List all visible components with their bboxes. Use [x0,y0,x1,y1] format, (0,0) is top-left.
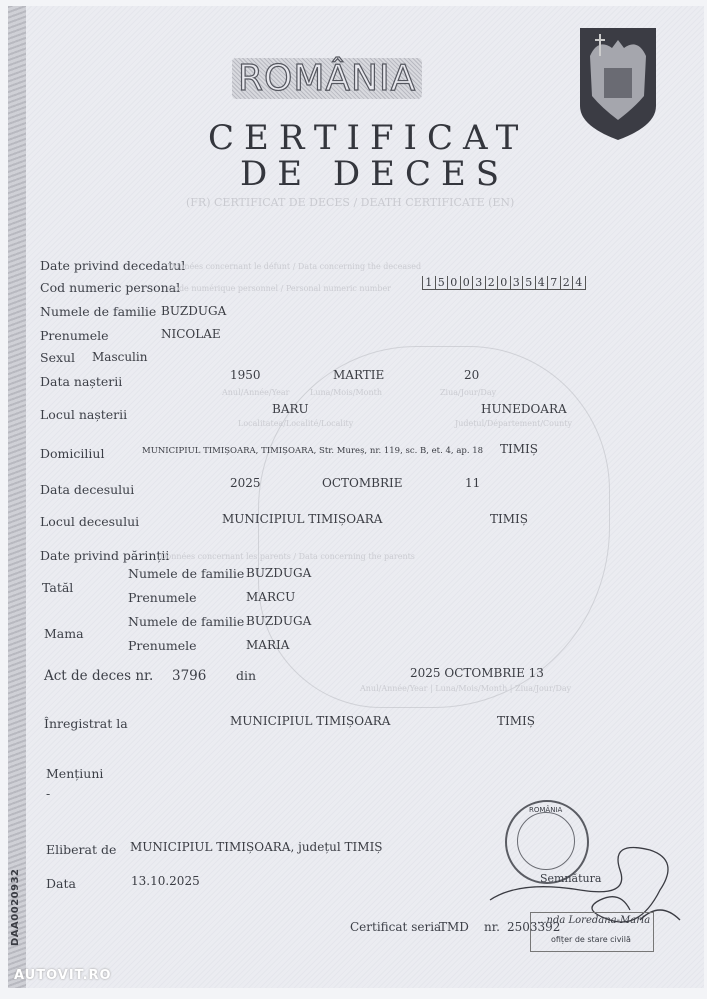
coat-of-arms-icon [578,26,658,142]
mother-surname: BUZDUGA [246,614,312,628]
birth-month: MARTIE [333,368,385,382]
father-firstname: MARCU [246,590,296,604]
mother-firstname: MARIA [246,638,290,652]
surname-label: Numele de familie [40,304,157,319]
site-watermark: AUTOVIT.RO [14,968,112,983]
firstname-value: NICOLAE [161,327,221,341]
birth-county: HUNEDOARA [481,402,567,416]
mother-firstname-label: Prenumele [128,638,197,653]
cnp-digit: 5 [436,276,449,289]
parents-section-label: Date privind părinții [40,548,170,563]
act-date-hint: Anul/Année/Year | Luna/Mois/Month | Ziua/Jour/Day [360,684,572,693]
locality-hint: Localitatea/Localité/Locality [238,419,354,428]
mentions-label: Mențiuni [46,766,104,781]
birth-date-label: Data nașterii [40,374,123,389]
domicile-label: Domiciliul [40,446,105,461]
act-date: 2025 OCTOMBRIE 13 [410,666,544,680]
surname-value: BUZDUGA [161,304,227,318]
domicile-county: TIMIȘ [500,442,538,456]
registered-county: TIMIȘ [497,714,535,728]
sex-value: Masculin [92,350,148,364]
issued-by-label: Eliberat de [46,842,117,857]
deceased-section-hint: Données concernant le défunt / Data concerning the deceased [168,262,422,271]
birth-locality: BARU [272,402,309,416]
country-heading: ROMÂNIA [232,58,422,99]
subtitle: (FR) CERTIFICAT DE DECES / DEATH CERTIFICATE (EN) [186,196,515,209]
cnp-digit: 2 [486,276,499,289]
security-edge-strip [8,6,26,988]
death-date-label: Data decesului [40,482,135,497]
father-firstname-label: Prenumele [128,590,197,605]
officer-name: ...nda Loredana-Maria [537,915,651,926]
father-label: Tatăl [42,580,74,595]
deceased-section-label: Date privind decedatul [40,258,186,273]
cnp-digit: 0 [498,276,511,289]
parents-section-hint: Données concernant les parents / Data concerning the parents [160,552,415,561]
death-month: OCTOMBRIE [322,476,403,490]
firstname-label: Prenumele [40,328,109,343]
document-serial: DAA0020932 [10,868,21,946]
birth-place-label: Locul nașterii [40,407,128,422]
act-number: 3796 [172,668,207,684]
cnp-digit: 5 [523,276,536,289]
officer-title: ofițer de stare civilă [551,935,631,944]
seal-top-text: ROMÂNIA [529,806,563,814]
death-county: TIMIȘ [490,512,528,526]
cnp-digit: 3 [473,276,486,289]
title-line-2: DE DECES [240,154,510,194]
cnp-digit: 3 [511,276,524,289]
cnp-digit: 2 [561,276,574,289]
mother-surname-label: Numele de familie [128,614,245,629]
nr-value: 2503392 [507,920,561,934]
death-day: 11 [465,476,481,490]
cnp-label: Cod numeric personal [40,280,181,295]
cnp-digit: 4 [573,276,586,289]
act-label: Act de deces nr. [44,668,154,684]
cnp-hint: Code numérique personnel / Personal numeric number [168,284,392,293]
registered-locality: MUNICIPIUL TIMIȘOARA [230,714,391,728]
title-line-1: CERTIFICAT [208,118,529,158]
series-label: Certificat seria [350,920,442,934]
cnp-digit: 0 [461,276,474,289]
mother-label: Mama [44,626,84,641]
father-surname-label: Numele de familie [128,566,245,581]
cnp-digit-boxes [422,276,586,290]
signature-label: Semnătura [540,872,602,885]
death-place-label: Locul decesului [40,514,140,529]
act-from-label: din [236,668,257,683]
registered-label: Înregistrat la [44,716,128,731]
cnp-digit: 7 [548,276,561,289]
issued-by-value: MUNICIPIUL TIMIȘOARA, județul TIMIȘ [130,840,383,854]
issued-date-value: 13.10.2025 [131,874,200,888]
birth-day: 20 [464,368,480,382]
day-hint: Ziua/Jour/Day [440,388,497,397]
county-hint: Județul/Département/County [455,419,573,428]
issued-date-label: Data [46,876,76,891]
series-value: TMD [439,920,469,934]
father-surname: BUZDUGA [246,566,312,580]
mentions-value: - [46,786,51,801]
domicile-address: MUNICIPIUL TIMIȘOARA, TIMIȘOARA, Str. Mureș, nr. 119, sc. B, et. 4, ap. 18 [142,446,484,456]
birth-year: 1950 [230,368,261,382]
sex-label: Sexul [40,350,76,365]
death-locality: MUNICIPIUL TIMIȘOARA [222,512,383,526]
cnp-digit: 1 [423,276,436,289]
cnp-digit: 0 [448,276,461,289]
background-map-watermark [258,346,610,708]
year-hint: Anul/Année/Year [222,388,290,397]
death-year: 2025 [230,476,261,490]
month-hint: Luna/Mois/Month [310,388,382,397]
cnp-digit: 4 [536,276,549,289]
nr-label: nr. [484,920,500,934]
